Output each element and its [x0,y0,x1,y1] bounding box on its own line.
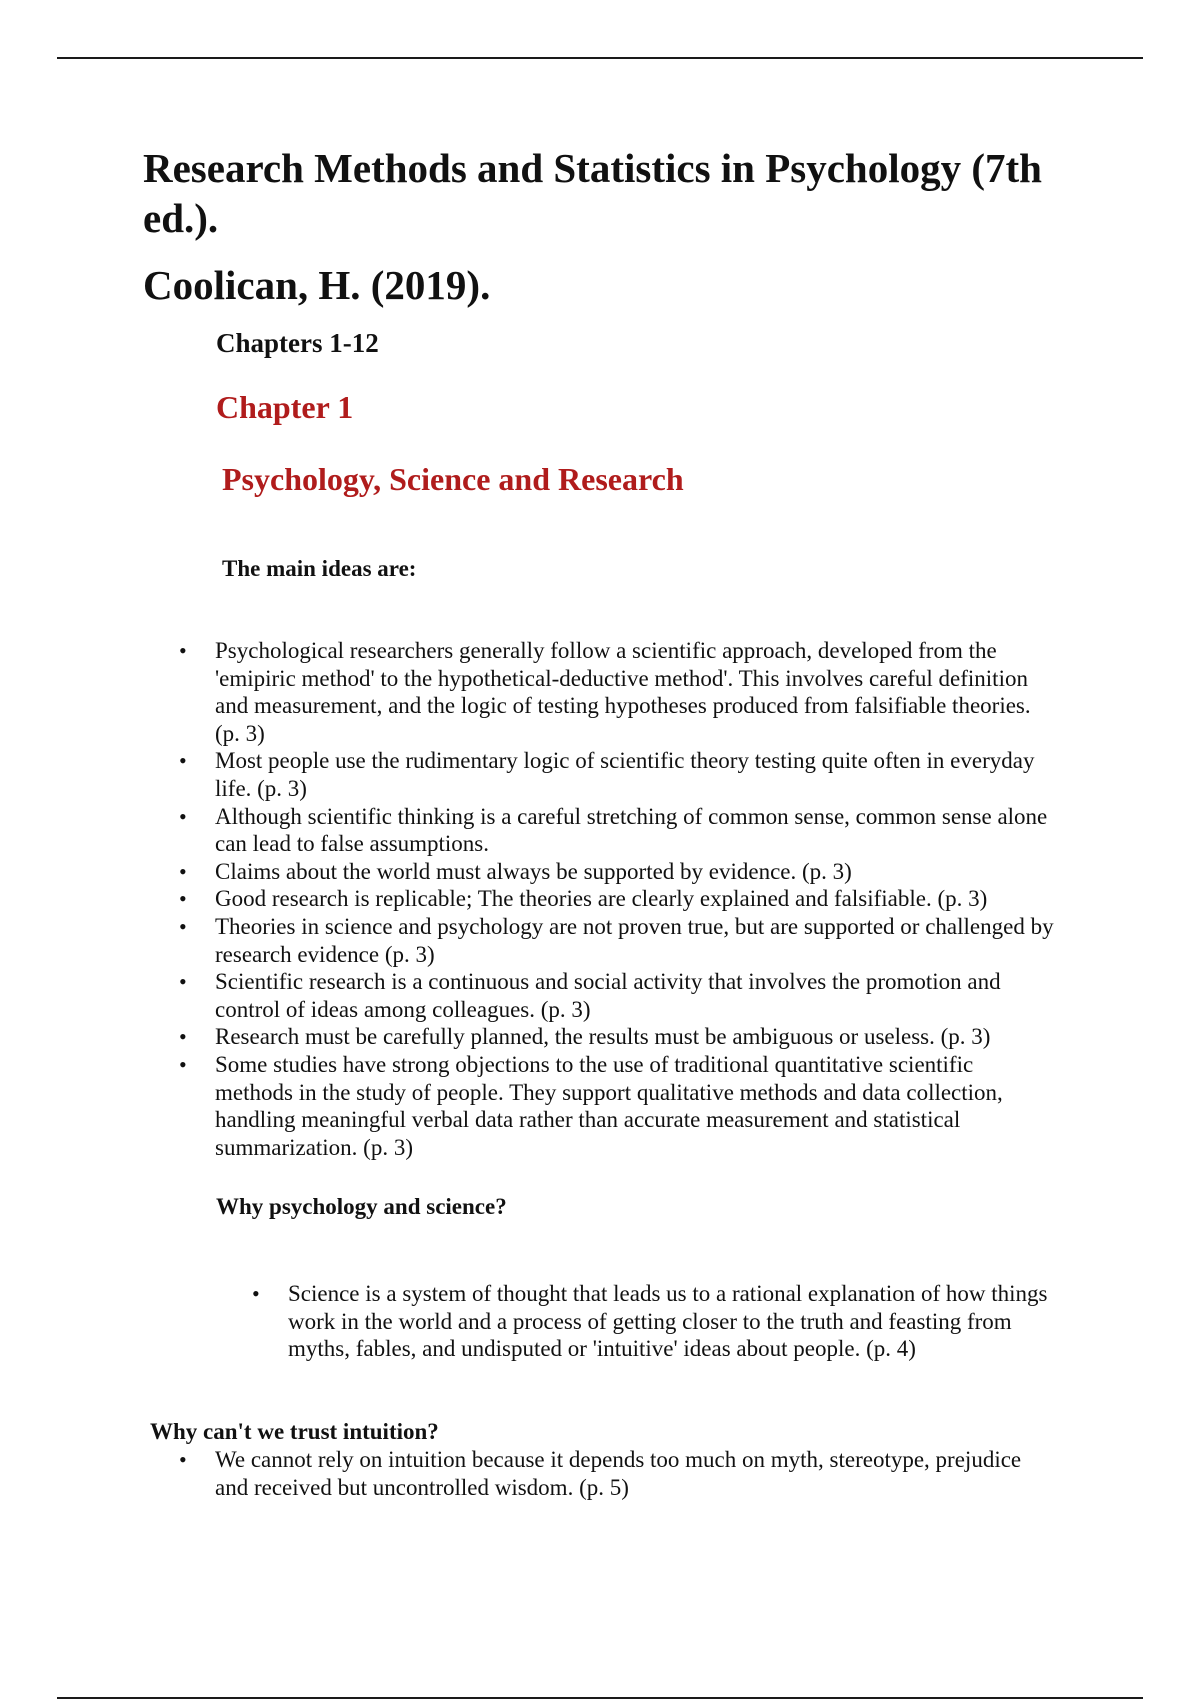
list-item-text: Although scientific thinking is a careful stretching of common sense, common sense alone can lead to false assumptions. [215,803,1048,857]
list-item-text: We cannot rely on intuition because it depends too much on myth, stereotype, prejudice and received but uncontrolled wisdom. (p. 5) [215,1447,1022,1500]
list-item [179,913,1055,968]
list-item [179,968,1055,1023]
list-item [179,858,1055,886]
why-psychology-list [252,1280,1058,1363]
list-item [179,885,1055,913]
bullet-icon: • [179,638,187,663]
bullet-icon: • [179,1024,187,1050]
list-item [179,637,1055,747]
bullet-icon: • [179,748,187,774]
bullet-icon: • [179,1447,187,1472]
bullet-icon: • [179,1051,187,1077]
list-item-text: Claims about the world must always be supported by evidence. (p. 3) [215,858,852,884]
bottom-rule [57,1697,1143,1699]
bullet-icon: • [179,969,187,995]
intuition-list [179,1446,1055,1501]
bullet-icon: • [179,913,187,939]
chapter-number: Chapter 1 [216,389,354,425]
main-ideas-list [179,637,1055,1161]
document-title: Research Methods and Statistics in Psychology (7th ed.). [143,145,1042,241]
why-psychology-heading: Why psychology and science? [216,1194,507,1219]
intuition-heading: Why can't we trust intuition? [150,1419,439,1444]
list-item [179,1051,1055,1161]
list-item-text: Science is a system of thought that leads us to a rational explanation of how things work in the world and a process of getting closer to the truth and feasting from myths, fables, and undisputed or 'intuitive' ideas about people. (p. 4) [288,1281,1048,1362]
top-rule [57,57,1143,59]
bullet-icon: • [179,886,187,912]
bullet-icon: • [252,1281,260,1306]
list-item-text: Good research is replicable; The theories are clearly explained and falsifiable. (p. 3) [215,886,988,912]
list-item-text: Theories in science and psychology are not proven true, but are supported or challenged by research evidence (p. 3) [215,913,1054,967]
list-item [179,1023,1055,1051]
chapters-range: Chapters 1-12 [216,328,379,358]
chapter-title: Psychology, Science and Research [222,461,684,497]
list-item-text: Scientific research is a continuous and social activity that involves the promotion and control of ideas among colleagues. (p. 3) [215,969,1001,1022]
list-item-text: Some studies have strong objections to the use of traditional quantitative scientific methods in the study of people. They support qualitative methods and data collection, handling meaningful verbal data rather than accurate measurement and statistical summarization. (p. 3) [215,1051,1003,1160]
list-item [179,1446,1055,1501]
list-item [179,803,1055,858]
bullet-icon: • [179,858,187,884]
list-item [252,1280,1058,1363]
list-item-text: Psychological researchers generally follow a scientific approach, developed from the 'emipiric method' to the hypothetical-deductive method'. This involves careful definition and measurement, and the logic of testing hypotheses produced from falsifiable theories. (p. 3) [215,638,1031,746]
list-item-text: Most people use the rudimentary logic of scientific theory testing quite often in everyday life. (p. 3) [215,748,1035,801]
main-ideas-heading: The main ideas are: [222,556,417,581]
author-citation: Coolican, H. (2019). [143,262,491,308]
bullet-icon: • [179,803,187,829]
list-item [179,747,1055,802]
list-item-text: Research must be carefully planned, the results must be ambiguous or useless. (p. 3) [215,1024,991,1050]
